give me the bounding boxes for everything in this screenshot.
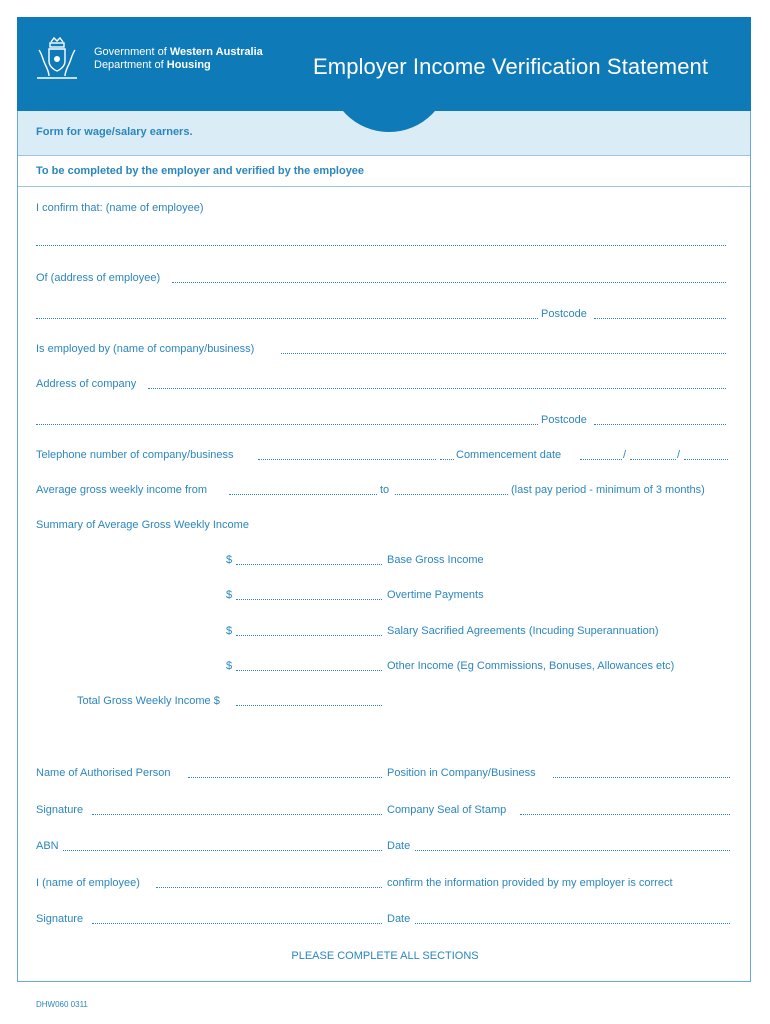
employer-date-field[interactable] (415, 850, 730, 851)
telephone-label: Telephone number of company/business (36, 449, 234, 461)
gov-prefix: Government of (94, 46, 167, 58)
section-title: To be completed by the employer and verified by the employee (36, 165, 365, 177)
avg-income-to-field[interactable] (395, 494, 508, 495)
employer-signature-field[interactable] (92, 814, 382, 815)
telephone-field[interactable] (258, 459, 436, 460)
employee-name-field[interactable] (36, 245, 726, 246)
dollar-sign: $ (226, 554, 233, 566)
company-seal-field[interactable] (520, 814, 730, 815)
confirm-label: I confirm that: (name of employee) (36, 202, 204, 214)
dollar-sign: $ (226, 660, 233, 672)
total-income-label: Total Gross Weekly Income $ (77, 695, 220, 707)
commencement-label: Commencement date (456, 449, 562, 461)
company-address-label: Address of company (36, 378, 137, 390)
company-postcode-field[interactable] (594, 424, 726, 425)
other-income-label: Other Income (Eg Commissions, Bonuses, Allowances etc) (387, 660, 675, 672)
employee-address-label: Of (address of employee) (36, 272, 161, 284)
avg-income-to-label: to (380, 484, 390, 496)
section-rule-bottom (18, 186, 750, 187)
coat-of-arms-icon (33, 34, 81, 82)
salary-sacrifice-label: Salary Sacrified Agreements (Incuding Superannuation) (387, 625, 659, 637)
commencement-month-field[interactable] (630, 459, 676, 460)
company-address-field[interactable] (148, 388, 726, 389)
avg-income-from-label: Average gross weekly income from (36, 484, 207, 496)
employee-address-line2-field[interactable] (36, 318, 538, 319)
abn-label: ABN (36, 840, 59, 852)
overtime-field[interactable] (236, 599, 382, 600)
commencement-day-field[interactable] (580, 459, 622, 460)
complete-all-notice: PLEASE COMPLETE ALL SECTIONS (291, 950, 479, 962)
position-label: Position in Company/Business (387, 767, 536, 779)
dept-name: Housing (166, 59, 211, 71)
dept-prefix: Department of (94, 59, 164, 71)
summary-label: Summary of Average Gross Weekly Income (36, 519, 249, 531)
employee-postcode-label: Postcode (541, 308, 587, 320)
page-title: Employer Income Verification Statement (313, 54, 709, 79)
avg-income-from-field[interactable] (229, 494, 377, 495)
employee-postcode-field[interactable] (594, 318, 726, 319)
commencement-year-field[interactable] (684, 459, 728, 460)
last-pay-note: (last pay period - minimum of 3 months) (511, 484, 705, 496)
auth-name-field[interactable] (188, 777, 382, 778)
confirm-info-label: confirm the information provided by my employer is correct (387, 877, 673, 889)
employee-confirm-name-field[interactable] (156, 887, 382, 888)
employed-by-label: Is employed by (name of company/business) (36, 343, 255, 355)
company-postcode-label: Postcode (541, 414, 587, 426)
employee-date-field[interactable] (415, 923, 730, 924)
employee-address-field[interactable] (172, 282, 726, 283)
company-seal-label: Company Seal of Stamp (387, 804, 507, 816)
dollar-sign: $ (226, 625, 233, 637)
company-address-line2-field[interactable] (36, 424, 538, 425)
company-name-field[interactable] (281, 353, 726, 354)
employee-date-label: Date (387, 913, 411, 925)
base-income-field[interactable] (236, 564, 382, 565)
total-income-field[interactable] (236, 705, 382, 706)
position-field[interactable] (553, 777, 730, 778)
employer-date-label: Date (387, 840, 411, 852)
gov-wordmark (94, 46, 263, 72)
form-border (17, 17, 751, 982)
employee-signature-label: Signature (36, 913, 84, 925)
subtitle: Form for wage/salary earners. (36, 126, 193, 138)
section-rule-top (18, 155, 750, 156)
dollar-sign: $ (226, 589, 233, 601)
form-code: DHW060 0311 (36, 1000, 88, 1009)
employer-signature-label: Signature (36, 804, 84, 816)
gov-state: Western Australia (169, 46, 263, 58)
employee-name-label: I (name of employee) (36, 877, 140, 889)
salary-sacrifice-field[interactable] (236, 635, 382, 636)
date-separator: / (623, 449, 627, 461)
date-separator: / (677, 449, 681, 461)
employee-signature-field[interactable] (92, 923, 382, 924)
telephone-lead-dots (440, 459, 454, 460)
overtime-label: Overtime Payments (387, 589, 484, 601)
abn-field[interactable] (63, 850, 382, 851)
base-income-label: Base Gross Income (387, 554, 484, 566)
other-income-field[interactable] (236, 670, 382, 671)
auth-name-label: Name of Authorised Person (36, 767, 171, 779)
